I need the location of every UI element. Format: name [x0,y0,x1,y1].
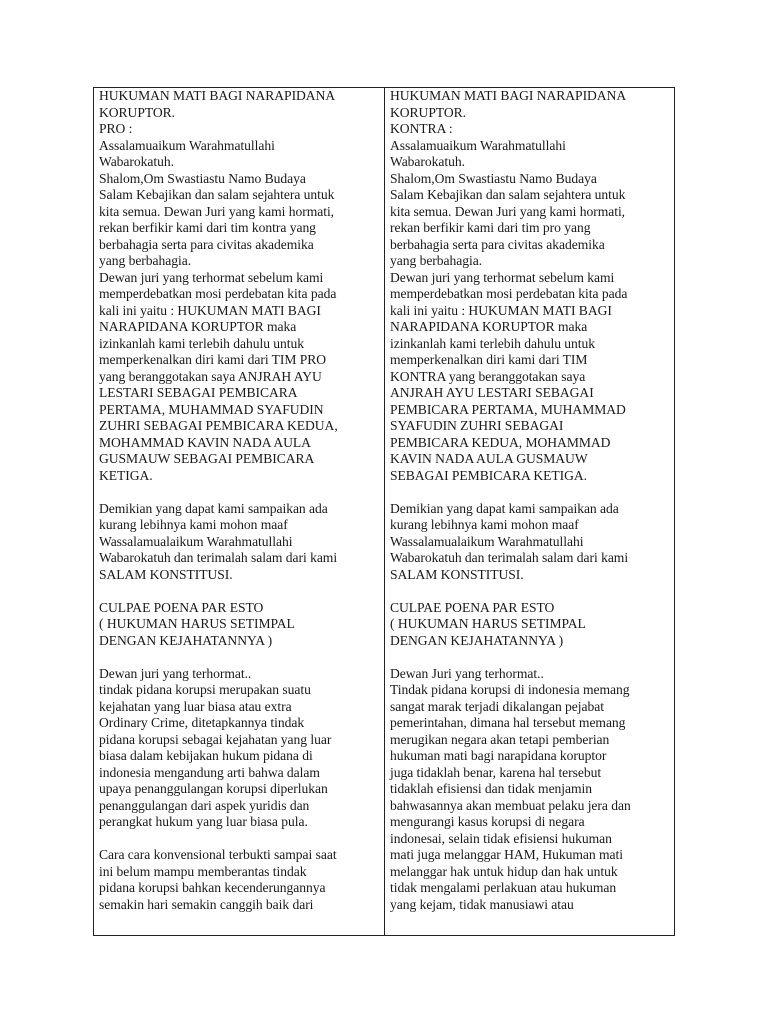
kontra-column [385,88,674,935]
text-line: Dewan Juri yang terhormat.. [390,665,544,681]
text-line: KONTRA yang beranggotakan saya [390,368,586,384]
text-line: upaya penanggulangan korupsi diperlukan [99,781,328,796]
text-line: kejahatan yang luar biasa atau extra [99,698,292,714]
text-line: perangkat hukum yang luar biasa pula. [99,814,308,829]
text-line: PERTAMA, MUHAMMAD SYAFUDIN [99,401,324,417]
text-line: ( HUKUMAN HARUS SETIMPAL [390,616,586,631]
text-line: PEMBICARA PERTAMA, MUHAMMAD [390,401,626,417]
text-line: SYAFUDIN ZUHRI SEBAGAI [390,418,564,433]
text-line: hukuman mati bagi narapidana koruptor [390,748,607,763]
text-line: memperkenalkan diri kami dari TIM PRO [99,352,327,367]
text-line: Ordinary Crime, ditetapkannya tindak [99,715,305,730]
text-line: Demikian yang dapat kami sampaikan ada [99,500,328,516]
text-line: Salam Kebajikan dan salam sejahtera untuk [390,187,626,202]
text-line: memperdebatkan mosi perdebatan kita pada [390,286,628,301]
text-line: juga tidaklah benar, karena hal tersebut [390,764,602,780]
text-line: Wabarokatuh dan terimalah salam dari kami [99,550,338,565]
text-line: SALAM KONSTITUSI. [99,566,233,582]
text-line: Salam Kebajikan dan salam sejahtera untuk [99,187,335,202]
text-line: NARAPIDANA KORUPTOR maka [390,319,588,334]
text-line: rekan berfikir kami dari tim pro yang [390,220,591,235]
paragraph-gap [99,484,378,501]
text-line: SEBAGAI PEMBICARA KETIGA. [390,467,588,483]
text-line: NARAPIDANA KORUPTOR maka [99,319,297,334]
text-line: Cara cara konvensional terbukti sampai saat [99,847,337,862]
text-line: Tindak pidana korupsi di indonesia memang [390,682,630,697]
text-line: PRO : [99,121,133,136]
text-line: melanggar hak untuk hidup dan hak untuk [390,863,618,879]
text-line: Wabarokatuh. [390,154,465,169]
text-line: KORUPTOR. [99,104,175,120]
text-line: LESTARI SEBAGAI PEMBICARA [99,385,298,400]
text-line: yang berbahagia. [390,253,483,268]
text-line: MOHAMMAD KAVIN NADA AULA [99,434,311,450]
text-line: HUKUMAN MATI BAGI NARAPIDANA [390,88,627,103]
paragraph-gap [390,649,668,666]
text-line: izinkanlah kami terlebih dahulu untuk [99,335,305,351]
text-line: GUSMAUW SEBAGAI PEMBICARA [99,451,315,466]
text-line: pemerintahan, dimana hal tersebut memang [390,715,626,730]
text-line: kita semua. Dewan Juri yang kami hormati, [390,203,626,219]
text-line: mati juga melanggar HAM, Hukuman mati [390,847,623,862]
paragraph-gap [99,583,378,600]
text-line: tidak mengalami perlakuan atau hukuman [390,880,617,895]
text-line: DENGAN KEJAHATANNYA ) [390,632,564,648]
text-line: bahwasannya akan membuat pelaku jera dan [390,797,631,813]
text-line: ZUHRI SEBAGAI PEMBICARA KEDUA, [99,418,338,433]
text-line: KORUPTOR. [390,104,466,120]
text-line: ini belum mampu memberantas tindak [99,863,307,879]
text-line: mengurangi kasus korupsi di negara [390,814,585,829]
text-line: CULPAE POENA PAR ESTO [99,599,264,615]
text-line: Shalom,Om Swastiastu Namo Budaya [390,170,597,186]
paragraph-gap [99,649,378,666]
text-line: kurang lebihnya kami mohon maaf [390,517,579,532]
text-line: KAVIN NADA AULA GUSMAUW [390,451,588,466]
text-line: tidaklah efisiensi dan tidak menjamin [390,781,593,796]
text-line: KETIGA. [99,467,153,483]
text-line: Shalom,Om Swastiastu Namo Budaya [99,170,306,186]
text-line: pidana korupsi sebagai kejahatan yang luar [99,731,332,747]
text-line: Assalamuaikum Warahmatullahi [390,137,566,153]
text-line: Wassalamualaikum Warahmatullahi [390,533,584,549]
text-line: HUKUMAN MATI BAGI NARAPIDANA [99,88,336,103]
text-line: Demikian yang dapat kami sampaikan ada [390,500,619,516]
text-line: SALAM KONSTITUSI. [390,566,524,582]
text-line: izinkanlah kami terlebih dahulu untuk [390,335,596,351]
text-line: tindak pidana korupsi merupakan suatu [99,682,311,697]
text-line: yang kejam, tidak manusiawi atau [390,896,574,912]
text-line: yang berbahagia. [99,253,192,268]
text-line: biasa dalam kebijakan hukum pidana di [99,748,313,763]
text-line: semakin hari semakin canggih baik dari [99,896,314,912]
paragraph-gap [99,831,378,848]
text-line: sangat marak terjadi dikalangan pejabat [390,698,604,714]
text-line: pidana korupsi bahkan kecenderungannya [99,880,326,895]
text-line: indonesia mengandung arti bahwa dalam [99,764,320,780]
paragraph-gap [390,583,668,600]
text-line: kurang lebihnya kami mohon maaf [99,517,288,532]
text-line: kita semua. Dewan Juri yang kami hormati, [99,203,335,219]
text-line: Wabarokatuh dan terimalah salam dari kami [390,550,629,565]
text-line: berbahagia serta para civitas akademika [99,236,314,252]
text-line: penanggulangan dari aspek yuridis dan [99,797,310,813]
text-line: merugikan negara akan tetapi pemberian [390,731,610,747]
text-line: Dewan juri yang terhormat sebelum kami [99,269,324,285]
text-line: indonesai, selain tidak efisiensi hukuman [390,830,612,846]
text-line: Dewan juri yang terhormat.. [99,665,252,681]
text-line: DENGAN KEJAHATANNYA ) [99,632,273,648]
text-line: ANJRAH AYU LESTARI SEBAGAI [390,385,594,400]
text-line: ( HUKUMAN HARUS SETIMPAL [99,616,295,631]
text-line: Assalamuaikum Warahmatullahi [99,137,275,153]
text-line: berbahagia serta para civitas akademika [390,236,605,252]
text-line: Dewan juri yang terhormat sebelum kami [390,269,615,285]
text-line: rekan berfikir kami dari tim kontra yang [99,220,316,235]
text-line: Wassalamualaikum Warahmatullahi [99,533,293,549]
text-line: memperdebatkan mosi perdebatan kita pada [99,286,337,301]
text-line: kali ini yaitu : HUKUMAN MATI BAGI [390,302,612,318]
text-line: KONTRA : [390,121,453,136]
text-line: CULPAE POENA PAR ESTO [390,599,555,615]
text-line: yang beranggotakan saya ANJRAH AYU [99,368,322,384]
debate-table [93,87,675,936]
text-line: kali ini yaitu : HUKUMAN MATI BAGI [99,302,321,318]
text-line: memperkenalkan diri kami dari TIM [390,352,588,367]
text-line: Wabarokatuh. [99,154,174,169]
paragraph-gap [390,484,668,501]
pro-column [94,88,385,935]
text-line: PEMBICARA KEDUA, MOHAMMAD [390,434,611,450]
